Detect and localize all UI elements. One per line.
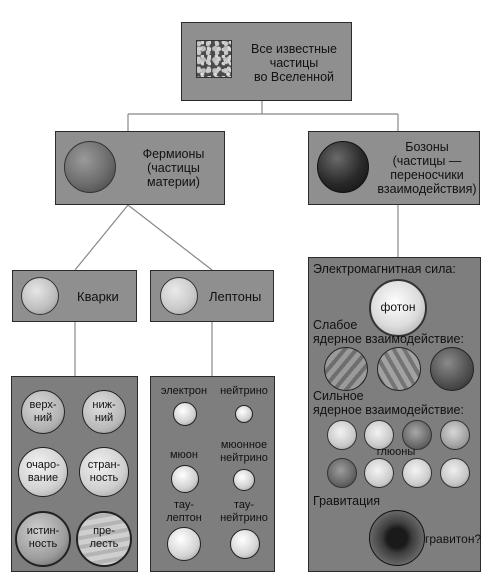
quarks-box <box>12 270 137 322</box>
muon-label: мюон <box>169 449 198 461</box>
gluon-sphere-5 <box>327 458 357 488</box>
graviton-sphere <box>369 510 425 566</box>
gluon-sphere-1 <box>327 420 357 450</box>
w-plus-boson-sphere <box>324 347 368 391</box>
lepton-sphere-icon <box>160 277 198 315</box>
quarks-label: Кварки <box>77 289 119 304</box>
up-quark-label: верх- ний <box>29 399 57 424</box>
em-force-label: Электромагнитная сила: <box>313 262 456 276</box>
universe-texture-icon <box>196 40 232 78</box>
gluon-sphere-6 <box>364 458 394 488</box>
gluon-sphere-8 <box>440 458 470 488</box>
leptons-label: Лептоны <box>209 289 262 304</box>
gluons-label: глюоны <box>376 446 416 458</box>
neutrino-sphere <box>235 405 253 423</box>
tau-neutrino-sphere <box>230 529 260 559</box>
tau-neutrino-label: тау- нейтрино <box>220 499 268 524</box>
weak-force-label: Слабое ядерное взаимодействие: <box>313 318 464 346</box>
bosons-label: Бозоны (частицы — переносчики взаимодействия) <box>377 140 477 196</box>
electron-sphere <box>173 402 197 426</box>
fermions-box <box>55 131 225 205</box>
charm-quark-label: очаро- вание <box>26 459 60 484</box>
strange-quark-label: стран- ность <box>87 459 121 484</box>
neutrino-label: нейтрино <box>220 385 268 397</box>
leptons-box <box>150 270 274 322</box>
photon-label: фотон <box>380 300 416 314</box>
gravity-label: Гравитация <box>313 494 381 508</box>
fermions-label: Фермионы (частицы материи) <box>142 147 205 189</box>
gluon-sphere-4 <box>440 420 470 450</box>
lepton-panel <box>150 376 275 572</box>
electron-label: электрон <box>160 385 208 397</box>
truth-quark-label: истин- ность <box>26 525 60 550</box>
fermion-sphere-icon <box>64 141 116 193</box>
down-quark-label: ниж- ний <box>92 399 116 424</box>
bosons-box <box>308 131 480 205</box>
boson-panel <box>308 257 481 572</box>
z-boson-sphere <box>430 347 474 391</box>
muon-sphere <box>171 465 199 493</box>
gluon-sphere-7 <box>402 458 432 488</box>
strong-force-label: Сильное ядерное взаимодействие: <box>313 389 464 417</box>
root-label: Все известные частицы во Вселенной <box>251 42 337 84</box>
muon-neutrino-sphere <box>233 469 255 491</box>
root-box <box>181 22 352 101</box>
graviton-label: гравитон? <box>425 532 482 546</box>
quark-panel <box>11 376 138 572</box>
muon-neutrino-label: мюонное нейтрино <box>220 439 268 464</box>
w-minus-boson-sphere <box>377 347 421 391</box>
connector-to-quarks <box>75 205 128 270</box>
tau-lepton-sphere <box>167 527 201 561</box>
tau-lepton-label: тау- лептон <box>166 499 202 524</box>
quark-sphere-icon <box>21 277 59 315</box>
connector-to-leptons <box>128 205 212 270</box>
boson-sphere-icon <box>317 141 369 193</box>
beauty-quark-label: пре- лесть <box>89 525 119 550</box>
